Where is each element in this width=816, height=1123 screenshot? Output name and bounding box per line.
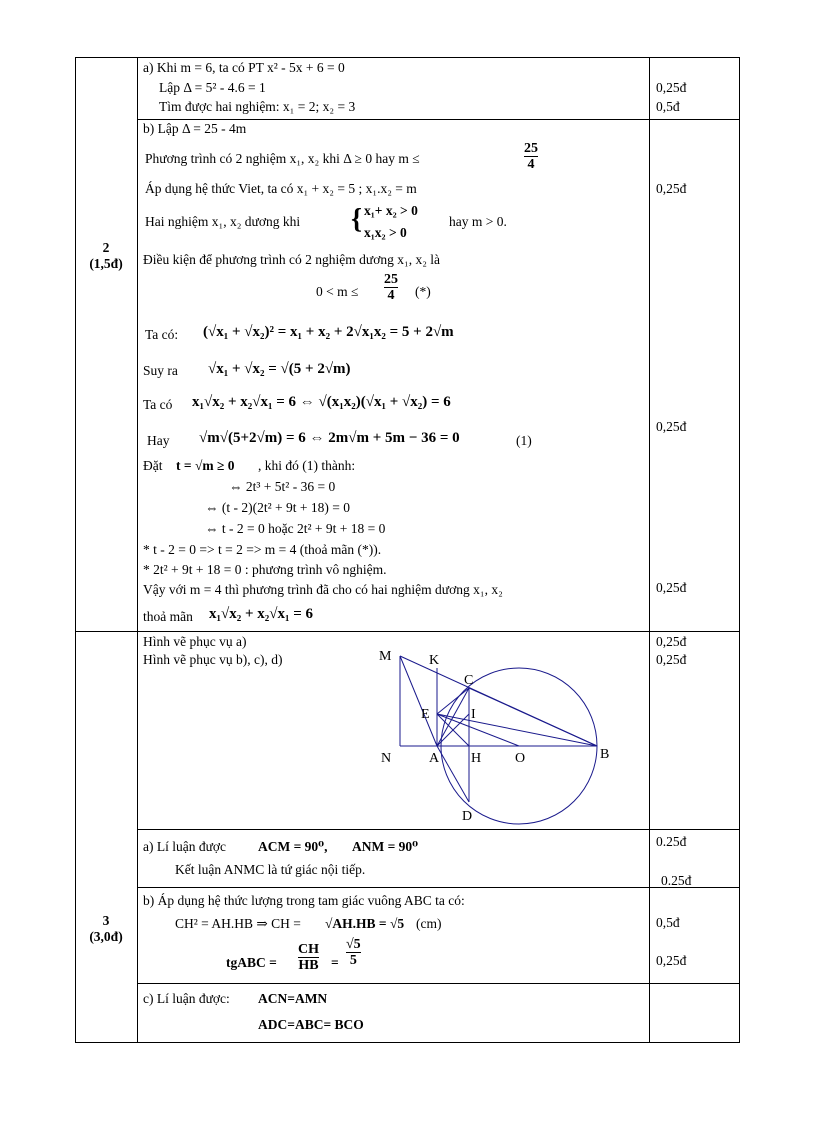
q2b-line4b: hay m > 0. <box>449 214 507 229</box>
table-border-top <box>75 57 740 58</box>
q2b-line4a: Hai nghiệm x₁, x₂ dương khi <box>145 214 301 229</box>
q3a-score-1: 0.25đ <box>656 834 687 849</box>
q3a-score-2: 0.25đ <box>661 873 692 888</box>
q2b-line12: ⇔ 2t³ + 5t² - 36 = 0 <box>229 479 336 494</box>
q2a-score-2: 0,5đ <box>656 99 680 114</box>
fraction-numerator: 25 <box>384 272 398 287</box>
q2b-line7a: Ta có: <box>145 327 179 342</box>
point-label-c: C <box>464 673 474 688</box>
q2b-line2: Phương trình có 2 nghiệm x₁, x₂ khi Δ ≥ 0 hay m ≤ <box>145 151 420 166</box>
q3c-line2: ADC=ABC= BCO <box>258 1017 364 1032</box>
q3b-equals: = <box>331 955 339 970</box>
q3-figure-score-2: 0,25đ <box>656 652 687 667</box>
q3a-angle-anm: ANM = 90⁰ <box>352 839 419 854</box>
q2b-line14: ⇔ t - 2 = 0 hoặc 2t² + 9t + 18 = 0 <box>205 521 386 536</box>
segment-eo <box>437 714 519 746</box>
q2b-system-1: x₁+ x₂ > 0 <box>364 203 418 218</box>
column-divider-2 <box>649 57 650 1043</box>
segment-ad <box>437 746 469 802</box>
q2b-line6a: 0 < m ≤ <box>316 284 359 299</box>
q2b-line8a: Suy ra <box>143 363 178 378</box>
row-divider <box>137 983 740 984</box>
q3b-fraction-ch-hb <box>298 942 319 973</box>
q2b-line9: x₁√x₂ + x₂√x₁ = 6 ⇔ √(x₁x₂)(√x₁ + √x₂) = 6 <box>192 394 451 410</box>
table-border-bottom <box>75 1042 740 1043</box>
point-label-e: E <box>421 707 430 722</box>
point-label-h: H <box>471 751 482 766</box>
fraction-denominator: 4 <box>527 157 535 172</box>
table-border-right <box>739 57 740 1043</box>
q3b-line3a: tgABC = <box>226 955 277 970</box>
q2b-line8: √x₁ + √x₂ = √(5 + 2√m) <box>208 361 351 377</box>
q2b-line15: * t - 2 = 0 => t = 2 => m = 4 (thoả mãn (*)). <box>143 542 382 557</box>
q2b-line18a: thoả mãn <box>143 609 193 624</box>
q2b-line16: * 2t² + 9t + 18 = 0 : phương trình vô nghiệm. <box>143 562 387 577</box>
table-border-left <box>75 57 76 1043</box>
segment-ma <box>400 656 437 746</box>
q3a-line2: Kết luận ANMC là tứ giác nội tiếp. <box>175 862 366 877</box>
q2b-line1: b) Lập Δ = 25 - 4m <box>143 121 247 136</box>
q2a-line2: Lập Δ = 5² - 4.6 = 1 <box>159 80 266 95</box>
q3a-line1a: a) Lí luận được <box>143 839 227 854</box>
q2b-line13: ⇔ (t - 2)(2t² + 9t + 18) = 0 <box>205 500 350 515</box>
q2b-line18: x₁√x₂ + x₂√x₁ = 6 <box>209 606 314 622</box>
fraction-denominator: 4 <box>387 288 395 303</box>
q2a-line3: Tìm được hai nghiệm: x₁ = 2; x₂ = 3 <box>159 99 356 114</box>
q2b-score-1: 0,25đ <box>656 181 687 196</box>
answer-key-table <box>75 57 740 1043</box>
q2b-line9a: Ta có <box>143 397 173 412</box>
fraction-numerator: CH <box>298 942 319 957</box>
q3-figure-line2: Hình vẽ phục vụ b), c), d) <box>143 652 283 667</box>
q2b-fraction-25-4-b <box>384 272 398 303</box>
q2b-line11a: Đặt <box>143 458 163 473</box>
q2b-line7: (√x₁ + √x₂)² = x₁ + x₂ + 2√x₁x₂ = 5 + 2√m <box>203 324 454 340</box>
column-divider-1 <box>137 57 138 1043</box>
point-label-b: B <box>600 747 610 762</box>
question-3-number: 3 <box>102 913 110 928</box>
point-label-d: D <box>462 809 473 824</box>
system-brace: { <box>351 204 363 235</box>
q3b-line1: b) Áp dụng hệ thức lượng trong tam giác vuông ABC ta có: <box>143 893 465 908</box>
point-label-o: O <box>515 751 526 766</box>
q2b-line10b: (1) <box>516 433 532 448</box>
question-3-points: (3,0đ) <box>89 929 123 944</box>
q3c-line1b: ACN=AMN <box>258 991 328 1006</box>
q2b-system-2: x₁x₂ > 0 <box>364 225 407 240</box>
row-divider <box>75 631 740 632</box>
q3b-score-1: 0,5đ <box>656 915 680 930</box>
q2a-line1: a) Khi m = 6, ta có PT x² - 5x + 6 = 0 <box>143 60 345 75</box>
q2b-fraction-25-4 <box>524 141 538 172</box>
q2b-score-2: 0,25đ <box>656 419 687 434</box>
geometry-figure <box>375 642 625 832</box>
question-2-number: 2 <box>102 240 110 255</box>
q2a-score-1: 0,25đ <box>656 80 687 95</box>
fraction-numerator: √5 <box>346 937 361 952</box>
row-divider <box>137 887 740 888</box>
q3b-line2b: √AH.HB = √5 <box>325 916 405 931</box>
q2b-line17: Vậy với m = 4 thì phương trình đã cho có hai nghiệm dương x₁, x₂ <box>143 582 503 597</box>
q2b-score-3: 0,25đ <box>656 580 687 595</box>
q3-figure-line1: Hình vẽ phục vụ a) <box>143 634 247 649</box>
fraction-denominator: 5 <box>349 953 357 968</box>
q3c-line1a: c) Lí luận được: <box>143 991 230 1006</box>
q3a-angle-acm: ACM = 90⁰, <box>258 839 328 854</box>
q3b-fraction-root5-5 <box>346 937 361 968</box>
segment-cb <box>469 688 597 746</box>
q3-figure-score-1: 0,25đ <box>656 634 687 649</box>
segment-ec <box>437 688 469 714</box>
q2b-line6b: (*) <box>415 284 431 299</box>
fraction-denominator: HB <box>298 958 319 973</box>
point-label-a: A <box>429 751 440 766</box>
q3b-score-2: 0,25đ <box>656 953 687 968</box>
row-divider <box>137 119 740 120</box>
question-2-points: (1,5đ) <box>89 256 123 271</box>
q3b-line2a: CH² = AH.HB ⇒ CH = <box>175 916 301 931</box>
segment-eb <box>437 714 597 746</box>
point-label-m: M <box>379 649 392 664</box>
fraction-numerator: 25 <box>524 141 538 156</box>
q2b-line10: √m√(5+2√m) = 6 ⇔ 2m√m + 5m − 36 = 0 <box>199 430 460 446</box>
q2b-line3: Áp dụng hệ thức Viet, ta có x₁ + x₂ = 5 ; x₁.x₂ = m <box>145 181 417 196</box>
q2b-line10a: Hay <box>147 433 170 448</box>
point-label-k: K <box>429 653 440 668</box>
q2b-line5: Điều kiện để phương trình có 2 nghiệm dương x₁, x₂ là <box>143 252 441 267</box>
point-label-n: N <box>381 751 392 766</box>
q2b-line11b: , khi đó (1) thành: <box>258 458 356 473</box>
q2b-line11: t = √m ≥ 0 <box>176 458 235 473</box>
point-label-i: I <box>471 707 476 722</box>
q3b-line2c: (cm) <box>416 916 442 931</box>
